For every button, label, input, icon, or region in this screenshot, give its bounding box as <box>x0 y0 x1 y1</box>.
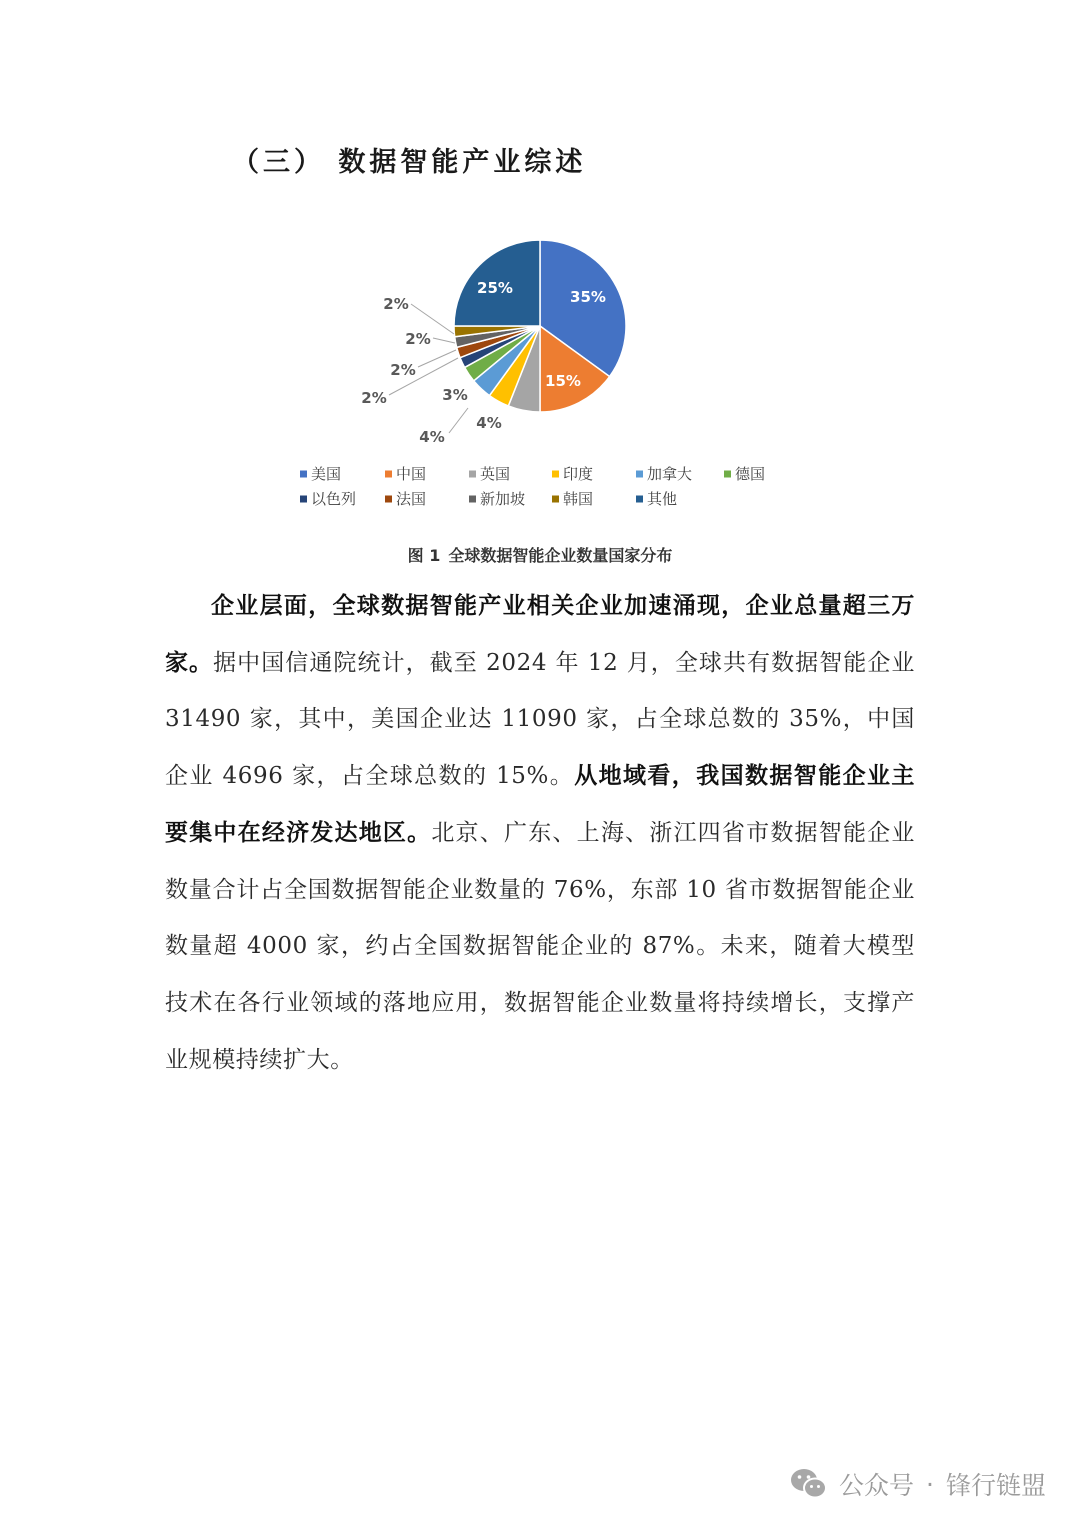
legend-label-0: 美国 <box>311 465 342 483</box>
watermark-account: 锋行链盟 <box>945 1471 1046 1500</box>
data-label-1: 15% <box>545 372 581 390</box>
paragraph-text-1: 据中国信通院统计，截至 2024 年 12 月，全球共有数据智能企业 31490 家，其中，美国企业达 11090 家，占全球总数的 35%，中国企业 4696 家，占全球总数的 15%。 <box>165 649 915 790</box>
body-paragraph <box>165 578 915 1088</box>
chart-legend <box>300 465 765 508</box>
legend-swatch-4 <box>636 471 643 478</box>
data-label-7: 2% <box>390 361 416 379</box>
legend-label-7: 法国 <box>396 490 427 508</box>
data-label-9: 2% <box>383 295 409 313</box>
pie-chart <box>0 0 1080 560</box>
legend-label-1: 中国 <box>396 465 427 483</box>
figure-caption-text: 全球数据智能企业数量国家分布 <box>448 546 673 565</box>
legend-swatch-1 <box>385 471 392 478</box>
wechat-icon <box>789 1467 829 1501</box>
leader-line-8 <box>433 338 455 343</box>
data-label-0: 35% <box>570 288 606 306</box>
legend-label-4: 加拿大 <box>647 465 693 483</box>
legend-swatch-2 <box>469 471 476 478</box>
paragraph-bold-1: 企业层面，全球数据智能产业相关企业加速涌现，企业总量超三万家。 <box>165 593 915 676</box>
watermark <box>789 1466 1046 1502</box>
data-label-3: 4% <box>476 414 502 432</box>
legend-label-9: 韩国 <box>563 490 594 508</box>
legend-label-3: 印度 <box>563 465 594 483</box>
legend-label-8: 新加坡 <box>480 490 526 508</box>
pie-slices <box>454 240 626 412</box>
data-label-6: 2% <box>361 389 387 407</box>
watermark-prefix: 公众号 <box>839 1471 915 1500</box>
legend-swatch-7 <box>385 496 392 503</box>
data-label-5: 3% <box>442 386 468 404</box>
figure-caption <box>0 543 1080 566</box>
legend-swatch-8 <box>469 496 476 503</box>
legend-swatch-10 <box>636 496 643 503</box>
leader-line-4 <box>449 408 468 433</box>
legend-swatch-3 <box>552 471 559 478</box>
watermark-separator: · <box>926 1469 934 1499</box>
figure-number: 图 1 <box>407 546 441 565</box>
section-heading: （三） 数据智能产业综述 <box>232 147 587 178</box>
data-label-4: 4% <box>419 428 445 446</box>
legend-swatch-6 <box>300 496 307 503</box>
leader-line-7 <box>418 350 456 367</box>
legend-label-6: 以色列 <box>311 490 357 508</box>
legend-label-10: 其他 <box>647 490 678 508</box>
legend-label-5: 德国 <box>735 465 766 483</box>
legend-swatch-0 <box>300 471 307 478</box>
legend-swatch-9 <box>552 496 559 503</box>
paragraph-text-2: 北京、广东、上海、浙江四省市数据智能企业数量合计占全国数据智能企业数量的 76%，东部 10 省市数据智能企业数量超 4000 家，约占全国数据智能企业的 87%。未来，随着大模型技术在各行业领域的落地应用，数据智能企业数量将持续增长，支撑产业规模持续扩大。 <box>165 819 915 1073</box>
data-label-10: 25% <box>477 279 513 297</box>
legend-swatch-5 <box>724 471 731 478</box>
data-label-8: 2% <box>405 330 431 348</box>
legend-label-2: 英国 <box>480 465 511 483</box>
paragraph-bold-2: 从地域看，我国数据智能企业主要集中在经济发达地区。 <box>165 763 916 846</box>
